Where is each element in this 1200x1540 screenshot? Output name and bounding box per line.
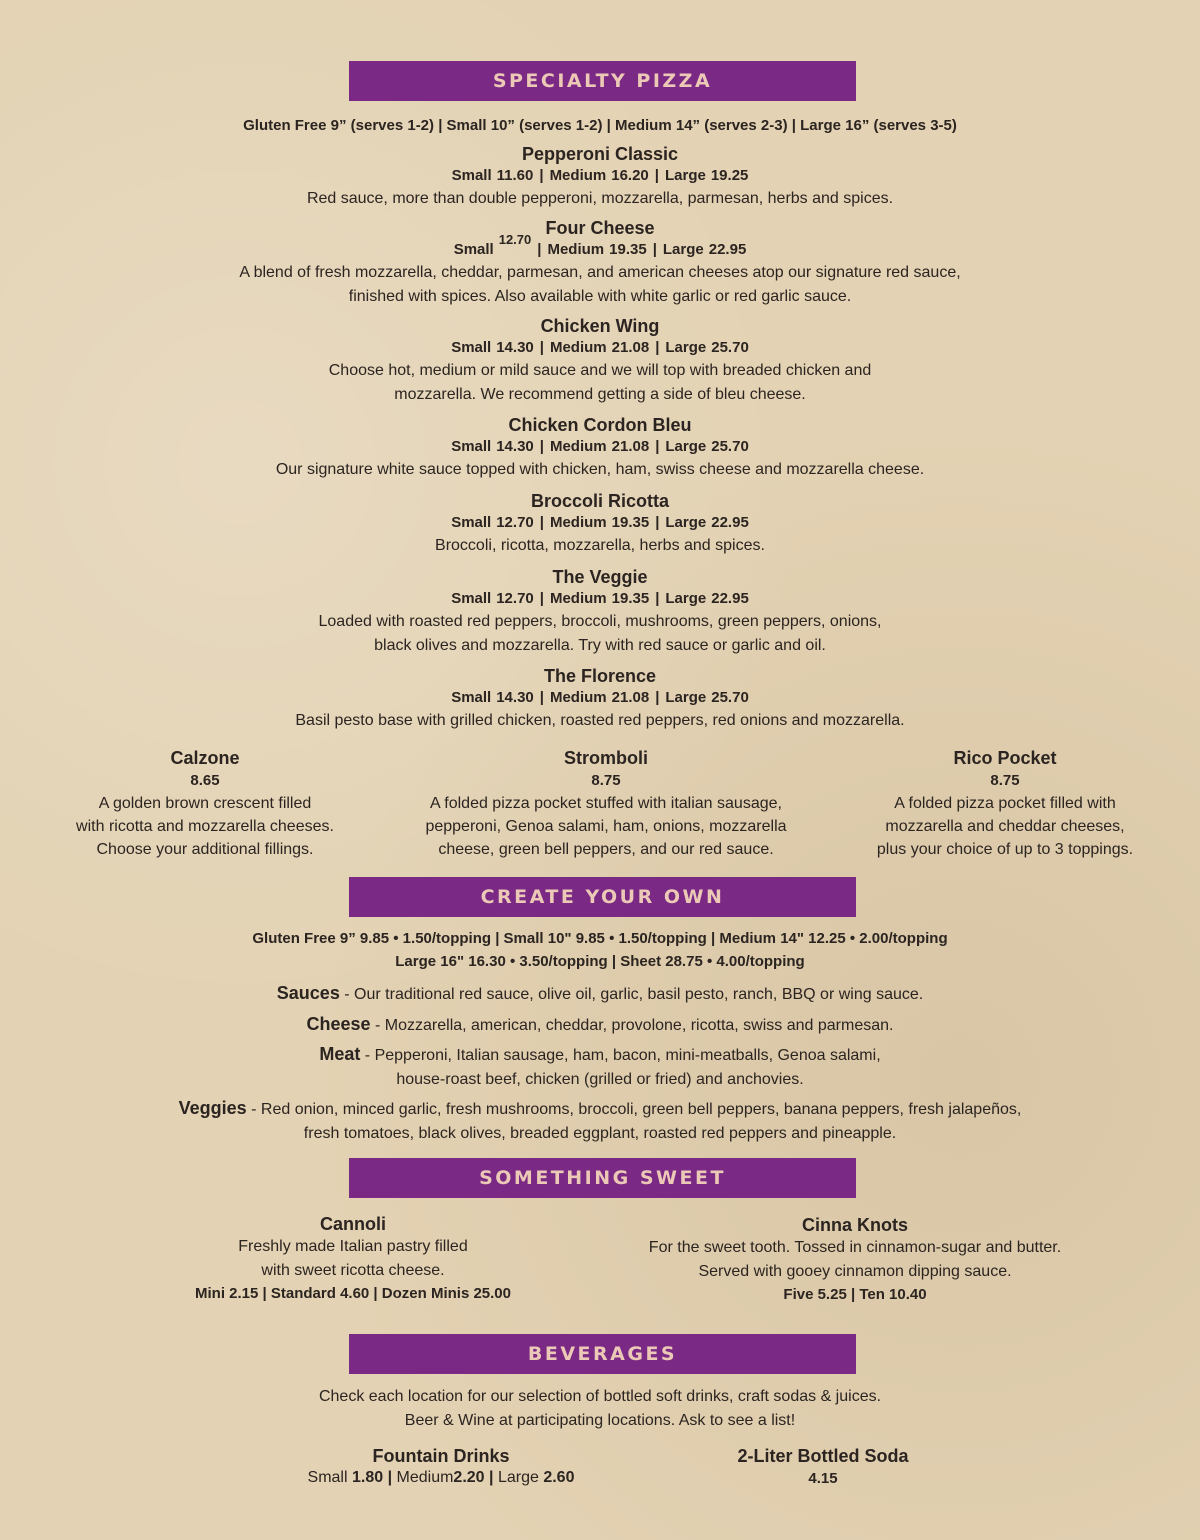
size-price: 14.30 bbox=[496, 339, 534, 356]
size-label: Large bbox=[665, 339, 707, 356]
two-liter-soda-name: 2-Liter Bottled Soda bbox=[737, 1446, 909, 1466]
description-line: with ricotta and mozzarella cheeses. bbox=[76, 818, 334, 835]
size-price: 22.95 bbox=[711, 590, 749, 607]
pizza-item bbox=[0, 414, 1200, 482]
pizza-sizes-line: Gluten Free 9” (serves 1-2) | Small 10” (serves 1-2) | Medium 14” (serves 2-3) | Large 16” (serves 3-5) bbox=[243, 117, 957, 134]
fountain-large-label: Large bbox=[497, 1469, 539, 1486]
size-price: 12.70 bbox=[498, 232, 532, 247]
pocket-name: Rico Pocket bbox=[953, 748, 1057, 768]
price-separator: | bbox=[539, 339, 544, 356]
size-price: 12.70 bbox=[496, 590, 534, 607]
sweet-description bbox=[605, 1236, 1105, 1284]
description-line: cheese, green bell peppers, and our red sauce. bbox=[438, 841, 774, 858]
pizza-item bbox=[0, 665, 1200, 733]
description-line: black olives and mozzarella. Try with red sauce or garlic and oil. bbox=[374, 637, 826, 654]
description-line: pepperoni, Genoa salami, ham, onions, mozzarella bbox=[425, 818, 787, 835]
price-separator: | bbox=[655, 514, 660, 531]
option-text: - Our traditional red sauce, olive oil, garlic, basil pesto, ranch, BBQ or wing sauce. bbox=[339, 986, 924, 1003]
pizza-description bbox=[0, 610, 1200, 658]
description-line: plus your choice of up to 3 toppings. bbox=[876, 841, 1134, 858]
pocket-description bbox=[855, 792, 1155, 861]
sweet-description bbox=[153, 1235, 553, 1283]
size-price: 12.70 bbox=[496, 514, 534, 531]
size-price: 21.08 bbox=[611, 339, 650, 356]
description-line: Our signature white sauce topped with chicken, ham, swiss cheese and mozzarella cheese. bbox=[275, 461, 925, 478]
size-label: Medium bbox=[547, 241, 605, 258]
description-line: A folded pizza pocket filled with bbox=[894, 795, 1116, 812]
pizza-item bbox=[0, 490, 1200, 558]
price-separator: | bbox=[655, 590, 660, 607]
size-price: 25.70 bbox=[711, 689, 749, 706]
description-line: Choose your additional fillings. bbox=[96, 841, 314, 858]
pocket-price: 8.65 bbox=[190, 772, 220, 789]
price-separator: | bbox=[539, 514, 544, 531]
pizza-description bbox=[0, 359, 1200, 407]
fountain-small-label: Small bbox=[307, 1469, 348, 1486]
create-sizes-line-1: Gluten Free 9” 9.85 • 1.50/topping | Small 10" 9.85 • 1.50/topping | Medium 14" 12.25 • 2.00/topping bbox=[252, 930, 948, 947]
option-category: Veggies bbox=[178, 1098, 247, 1118]
pizza-name: Four Cheese bbox=[545, 218, 655, 238]
description-line: mozzarella. We recommend getting a side of bleu cheese. bbox=[394, 386, 806, 403]
two-liter-soda-price: 4.15 bbox=[808, 1470, 838, 1487]
pizza-name: Chicken Wing bbox=[540, 316, 660, 336]
pocket-price: 8.75 bbox=[990, 772, 1020, 789]
something-sweet-banner: SOMETHING SWEET bbox=[349, 1158, 856, 1198]
pocket-name: Stromboli bbox=[564, 748, 648, 768]
size-price: 19.35 bbox=[611, 590, 650, 607]
size-label: Medium bbox=[549, 689, 607, 706]
size-price: 14.30 bbox=[496, 438, 534, 455]
price-separator: | bbox=[539, 167, 544, 184]
sweet-prices: Five 5.25 | Ten 10.40 bbox=[783, 1286, 927, 1303]
pizza-name: Chicken Cordon Bleu bbox=[508, 415, 692, 435]
size-label: Small bbox=[451, 689, 492, 706]
pizza-prices bbox=[0, 512, 1200, 534]
option-line bbox=[0, 981, 1200, 1007]
fountain-small-price: 1.80 bbox=[351, 1469, 384, 1486]
description-line: Freshly made Italian pastry filled bbox=[238, 1238, 468, 1255]
size-price: 16.20 bbox=[611, 167, 649, 184]
price-separator: | bbox=[655, 438, 660, 455]
sweet-item bbox=[153, 1213, 553, 1302]
fountain-medium-price: 2.20 bbox=[453, 1469, 485, 1486]
description-line: Red sauce, more than double pepperoni, mozzarella, parmesan, herbs and spices. bbox=[306, 190, 894, 207]
option-line bbox=[0, 1042, 1200, 1068]
pizza-description bbox=[0, 187, 1200, 211]
option-line: house-roast beef, chicken (grilled or fried) and anchovies. bbox=[396, 1071, 804, 1088]
pizza-prices bbox=[0, 687, 1200, 709]
option-category: Sauces bbox=[276, 983, 340, 1003]
description-line: Broccoli, ricotta, mozzarella, herbs and spices. bbox=[435, 537, 765, 554]
description-line: A folded pizza pocket stuffed with italian sausage, bbox=[430, 795, 782, 812]
pizza-description bbox=[0, 709, 1200, 733]
specialty-pizza-banner: SPECIALTY PIZZA bbox=[349, 61, 856, 101]
pocket-item bbox=[55, 746, 355, 861]
pizza-description bbox=[0, 534, 1200, 558]
sweet-name: Cinna Knots bbox=[802, 1215, 908, 1235]
pizza-item bbox=[0, 217, 1200, 309]
size-label: Small bbox=[451, 514, 492, 531]
size-price: 19.25 bbox=[710, 167, 749, 184]
pizza-description bbox=[0, 261, 1200, 309]
price-separator: | bbox=[654, 167, 659, 184]
pizza-description bbox=[0, 458, 1200, 482]
pizza-item bbox=[0, 566, 1200, 658]
pizza-prices bbox=[0, 588, 1200, 610]
sweet-prices: Mini 2.15 | Standard 4.60 | Dozen Minis 25.00 bbox=[195, 1285, 511, 1302]
fountain-drinks bbox=[241, 1446, 641, 1487]
size-label: Large bbox=[665, 590, 707, 607]
size-price: 25.70 bbox=[711, 438, 749, 455]
description-line: Served with gooey cinnamon dipping sauce. bbox=[698, 1263, 1012, 1280]
fountain-large-price: 2.60 bbox=[543, 1469, 575, 1486]
fountain-medium-label: Medium bbox=[396, 1469, 454, 1486]
option-category: Cheese bbox=[306, 1014, 371, 1034]
size-label: Medium bbox=[549, 167, 607, 184]
pocket-name: Calzone bbox=[170, 748, 240, 768]
description-line: Choose hot, medium or mild sauce and we will top with breaded chicken and bbox=[328, 362, 872, 379]
size-label: Large bbox=[665, 689, 707, 706]
topping-option bbox=[0, 1096, 1200, 1146]
beverages-note-line: Beer & Wine at participating locations. Ask to see a list! bbox=[404, 1412, 796, 1429]
create-your-own-banner: CREATE YOUR OWN bbox=[349, 877, 856, 917]
beverages-note bbox=[0, 1385, 1200, 1433]
size-price: 21.08 bbox=[611, 689, 650, 706]
sweet-name: Cannoli bbox=[320, 1214, 386, 1234]
size-price: 19.35 bbox=[611, 514, 650, 531]
option-line bbox=[0, 1096, 1200, 1122]
topping-option bbox=[0, 1042, 1200, 1092]
size-price: 21.08 bbox=[611, 438, 650, 455]
pizza-name: The Veggie bbox=[552, 567, 648, 587]
size-label: Small bbox=[451, 339, 492, 356]
pizza-prices bbox=[0, 337, 1200, 359]
size-price: 14.30 bbox=[496, 689, 534, 706]
price-separator: | bbox=[539, 438, 544, 455]
option-text: - Pepperoni, Italian sausage, ham, bacon, mini-meatballs, Genoa salami, bbox=[360, 1047, 881, 1064]
size-price: 25.70 bbox=[711, 339, 749, 356]
pizza-prices bbox=[0, 165, 1200, 187]
pizza-name: Broccoli Ricotta bbox=[530, 491, 670, 511]
price-separator: | bbox=[652, 241, 657, 258]
description-line: with sweet ricotta cheese. bbox=[261, 1262, 445, 1279]
create-sizes-line-2: Large 16" 16.30 • 3.50/topping | Sheet 28.75 • 4.00/topping bbox=[395, 953, 805, 970]
pizza-name: The Florence bbox=[543, 666, 657, 686]
pizza-item bbox=[0, 315, 1200, 407]
price-separator: | bbox=[655, 689, 660, 706]
size-label: Small bbox=[451, 438, 492, 455]
price-separator: | bbox=[537, 241, 542, 258]
pizza-name: Pepperoni Classic bbox=[521, 144, 679, 164]
description-line: mozzarella and cheddar cheeses, bbox=[885, 818, 1125, 835]
sweet-item bbox=[605, 1214, 1105, 1303]
pocket-item bbox=[855, 746, 1155, 861]
size-price: 22.95 bbox=[708, 241, 747, 258]
pizza-prices bbox=[0, 436, 1200, 458]
size-label: Small bbox=[453, 241, 494, 258]
pocket-description bbox=[396, 792, 816, 861]
option-text: - Mozzarella, american, cheddar, provolone, ricotta, swiss and parmesan. bbox=[370, 1017, 894, 1034]
description-line: finished with spices. Also available with white garlic or red garlic sauce. bbox=[348, 288, 852, 305]
size-label: Small bbox=[451, 590, 492, 607]
description-line: Loaded with roasted red peppers, broccoli, mushrooms, green peppers, onions, bbox=[318, 613, 882, 630]
beverages-banner: BEVERAGES bbox=[349, 1334, 856, 1374]
size-label: Large bbox=[665, 514, 707, 531]
size-label: Medium bbox=[549, 590, 607, 607]
option-line bbox=[0, 1012, 1200, 1038]
size-price: 11.60 bbox=[496, 167, 534, 184]
fountain-drinks-prices: Small 1.80 | Medium2.20 | Large 2.60 bbox=[307, 1469, 575, 1486]
pizza-item bbox=[0, 143, 1200, 211]
option-text: - Red onion, minced garlic, fresh mushrooms, broccoli, green bell peppers, banana peppers, fresh jalapeños, bbox=[246, 1101, 1022, 1118]
description-line: Basil pesto base with grilled chicken, roasted red peppers, red onions and mozzarella. bbox=[295, 712, 905, 729]
size-price: 22.95 bbox=[711, 514, 749, 531]
size-label: Small bbox=[451, 167, 492, 184]
description-line: A golden brown crescent filled bbox=[98, 795, 312, 812]
pocket-item bbox=[396, 746, 816, 861]
size-label: Large bbox=[664, 167, 706, 184]
two-liter-soda bbox=[673, 1446, 973, 1487]
pizza-prices bbox=[0, 232, 1200, 261]
description-line: A blend of fresh mozzarella, cheddar, parmesan, and american cheeses atop our signature red sauce, bbox=[239, 264, 961, 281]
option-category: Meat bbox=[319, 1044, 361, 1064]
price-separator: | bbox=[539, 689, 544, 706]
topping-option bbox=[0, 981, 1200, 1007]
price-separator: | bbox=[539, 590, 544, 607]
beverages-note-line: Check each location for our selection of bottled soft drinks, craft sodas & juices. bbox=[318, 1388, 882, 1405]
size-label: Medium bbox=[549, 438, 607, 455]
size-label: Medium bbox=[549, 514, 607, 531]
size-label: Medium bbox=[549, 339, 607, 356]
price-separator: | bbox=[655, 339, 660, 356]
pocket-description bbox=[55, 792, 355, 861]
size-label: Large bbox=[662, 241, 704, 258]
topping-option bbox=[0, 1012, 1200, 1038]
option-line: fresh tomatoes, black olives, breaded eggplant, roasted red peppers and pineapple. bbox=[303, 1125, 897, 1142]
pocket-price: 8.75 bbox=[591, 772, 621, 789]
size-label: Large bbox=[665, 438, 707, 455]
size-price: 19.35 bbox=[609, 241, 647, 258]
description-line: For the sweet tooth. Tossed in cinnamon-sugar and butter. bbox=[648, 1239, 1062, 1256]
fountain-drinks-name: Fountain Drinks bbox=[372, 1446, 510, 1466]
